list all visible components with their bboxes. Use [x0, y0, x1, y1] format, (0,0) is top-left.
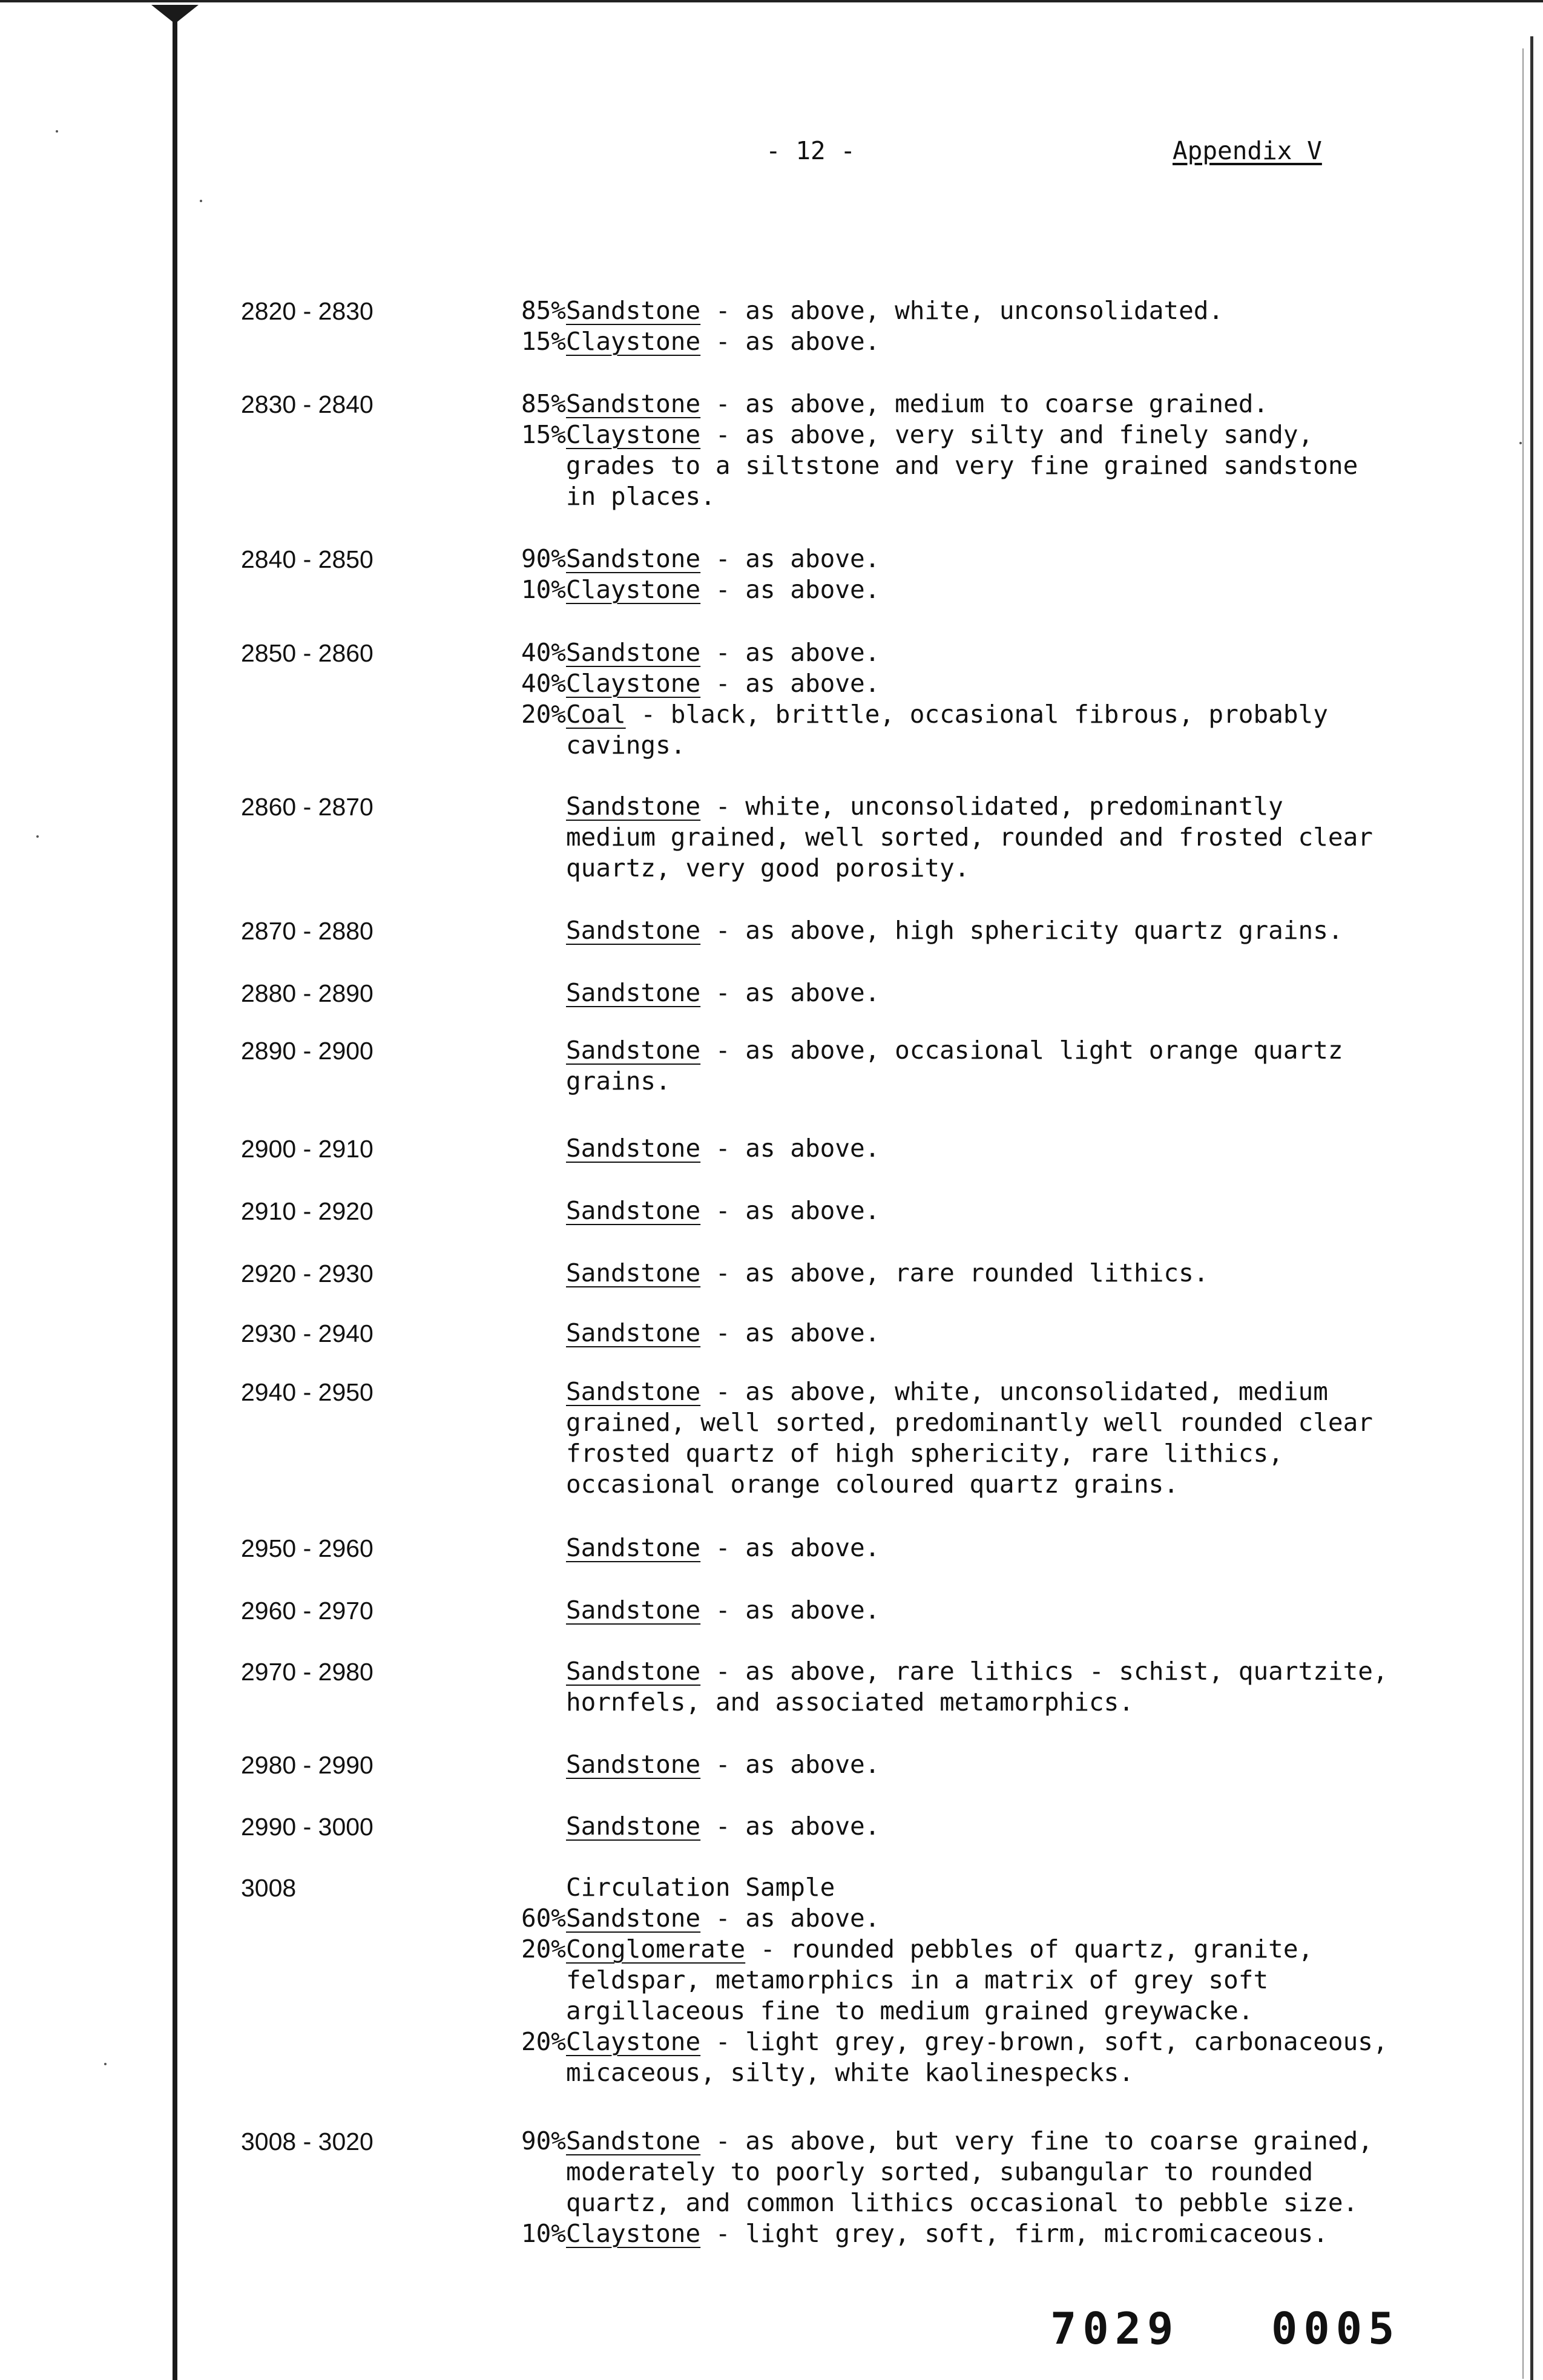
depth-interval: 2920 - 2930 [241, 1260, 373, 1287]
log-entry [0, 1195, 1543, 1226]
rock-description: - as above. [700, 1533, 880, 1562]
scan-speck [200, 200, 202, 202]
log-entry [0, 791, 1543, 884]
percentage: 20% [521, 2027, 566, 2056]
top-edge-rule [0, 0, 1543, 2]
description-line [0, 1533, 1543, 1563]
depth-interval: 2850 - 2860 [241, 639, 373, 667]
percentage: 10% [521, 2219, 566, 2248]
log-entry [0, 1376, 1543, 1500]
log-entry [0, 1035, 1543, 1097]
log-entry [0, 637, 1543, 761]
description-line [0, 1066, 1543, 1097]
rock-description: frosted quartz of high sphericity, rare lithics, [566, 1439, 1283, 1468]
rock-type: Sandstone [566, 296, 701, 325]
log-entry [0, 544, 1543, 605]
description-line [0, 2188, 1543, 2218]
rock-description: - light grey, soft, firm, micromicaceous. [700, 2219, 1328, 2248]
log-entry [0, 1533, 1543, 1563]
rock-type: Claystone [566, 2027, 701, 2056]
depth-interval: 2970 - 2980 [241, 1658, 373, 1686]
description-line [0, 1965, 1543, 1996]
percentage: 20% [521, 700, 566, 729]
description-line [0, 1595, 1543, 1626]
rock-description: - black, brittle, occasional fibrous, probably [625, 700, 1328, 729]
rock-description: moderately to poorly sorted, subangular to rounded [566, 2157, 1314, 2186]
percentage: 40% [521, 669, 566, 698]
rock-description: micaceous, silty, white kaolinespecks. [566, 2058, 1134, 2087]
rock-description: grained, well sorted, predominantly well rounded clear [566, 1408, 1373, 1437]
description-line [0, 1195, 1543, 1226]
description-line [0, 1133, 1543, 1164]
appendix-label: Appendix V [1173, 136, 1322, 165]
percentage: 20% [521, 1935, 566, 1964]
scan-speck [104, 2063, 107, 2065]
description-line [0, 419, 1543, 450]
log-entry [0, 1872, 1543, 2088]
rock-description: - as above. [700, 1812, 880, 1841]
rock-type: Sandstone [566, 916, 701, 945]
rock-description: - as above, rare lithics - schist, quartzite, [700, 1657, 1388, 1686]
rock-type: Sandstone [566, 1812, 701, 1841]
depth-interval: 2830 - 2840 [241, 390, 373, 418]
depth-interval: 2980 - 2990 [241, 1751, 373, 1779]
rock-type: Sandstone [566, 2126, 701, 2155]
description-line [0, 2218, 1543, 2249]
description-line [0, 1934, 1543, 1965]
description-line [0, 1872, 1543, 1903]
description-line [0, 2027, 1543, 2057]
rock-description: - as above. [700, 1596, 880, 1625]
rock-description: hornfels, and associated metamorphics. [566, 1688, 1134, 1717]
rock-description: - as above. [700, 1750, 880, 1779]
rock-description: - as above. [700, 544, 880, 573]
description-line [0, 915, 1543, 946]
description-line [0, 1407, 1543, 1438]
depth-interval: 3008 [241, 1874, 297, 1902]
description-line [0, 978, 1543, 1008]
log-entry [0, 1595, 1543, 1626]
rock-description: quartz, very good porosity. [566, 853, 970, 883]
percentage: 15% [521, 327, 566, 356]
description-line [0, 1035, 1543, 1066]
rock-type: Sandstone [566, 792, 701, 821]
rock-description: - as above. [700, 978, 880, 1007]
log-entry [0, 389, 1543, 512]
log-entry [0, 1318, 1543, 1349]
rock-description: - as above, but very fine to coarse grained, [700, 2126, 1373, 2155]
rock-type: Claystone [566, 2219, 701, 2248]
description-line [0, 544, 1543, 574]
description-line [0, 1469, 1543, 1500]
rock-description: medium grained, well sorted, rounded and frosted clear [566, 823, 1373, 852]
rock-description: grades to a siltstone and very fine grained sandstone [566, 451, 1358, 480]
rock-type: Sandstone [566, 1657, 701, 1686]
percentage: 10% [521, 575, 566, 604]
log-entry [0, 295, 1543, 357]
description-line [0, 1438, 1543, 1469]
rock-type: Sandstone [566, 1750, 701, 1779]
rock-description: feldspar, metamorphics in a matrix of grey soft [566, 1965, 1269, 1994]
description-line [0, 2157, 1543, 2188]
description-line [0, 450, 1543, 481]
description-line [0, 1811, 1543, 1842]
percentage: 60% [521, 1904, 566, 1933]
rock-type: Sandstone [566, 1904, 701, 1933]
depth-interval: 2930 - 2940 [241, 1320, 373, 1347]
description-line [0, 853, 1543, 884]
description-line [0, 389, 1543, 419]
description-line [0, 2126, 1543, 2157]
rock-description: in places. [566, 482, 716, 511]
description-line [0, 1749, 1543, 1780]
rock-description: - as above. [700, 1318, 880, 1347]
percentage: 15% [521, 420, 566, 449]
log-entry [0, 1749, 1543, 1780]
log-entry [0, 978, 1543, 1008]
rock-type: Sandstone [566, 638, 701, 667]
description-line [0, 1318, 1543, 1349]
depth-interval: 2880 - 2890 [241, 979, 373, 1007]
rock-description: - as above. [700, 669, 880, 698]
rock-description: - as above. [700, 1134, 880, 1163]
rock-description: - as above, medium to coarse grained. [700, 389, 1269, 418]
description-line [0, 637, 1543, 668]
description-line [0, 1376, 1543, 1407]
rock-type: Sandstone [566, 1196, 701, 1225]
depth-interval: 2910 - 2920 [241, 1197, 373, 1225]
rock-description: - as above. [700, 638, 880, 667]
scan-speck [56, 130, 58, 133]
log-entry [0, 1656, 1543, 1718]
depth-interval: 3008 - 3020 [241, 2128, 373, 2155]
description-line [0, 295, 1543, 326]
depth-interval: 2890 - 2900 [241, 1037, 373, 1065]
rock-description: - light grey, grey-brown, soft, carbonaceous, [700, 2027, 1388, 2056]
depth-interval: 2820 - 2830 [241, 297, 373, 325]
rock-description: - as above. [700, 327, 880, 356]
rock-description: cavings. [566, 731, 686, 760]
percentage: 90% [521, 544, 566, 573]
rock-description: - as above, white, unconsolidated, medium [700, 1377, 1328, 1406]
description-line [0, 699, 1543, 730]
log-entry [0, 1811, 1543, 1842]
rock-description: - as above, high sphericity quartz grains. [700, 916, 1343, 945]
depth-interval: 2840 - 2850 [241, 545, 373, 573]
percentage: 85% [521, 296, 566, 325]
rock-description: - as above, white, unconsolidated. [700, 296, 1224, 325]
log-entry [0, 1133, 1543, 1164]
document-code-b: 0005 [1271, 2303, 1401, 2354]
description-line [0, 1903, 1543, 1934]
percentage: 40% [521, 638, 566, 667]
rock-type: Coal [566, 700, 626, 729]
rock-type: Sandstone [566, 389, 701, 418]
document-code-a: 7029 [1050, 2303, 1180, 2354]
rock-type: Claystone [566, 575, 701, 604]
percentage: 90% [521, 2126, 566, 2155]
depth-interval: 2960 - 2970 [241, 1597, 373, 1625]
rock-type: Claystone [566, 327, 701, 356]
description-line [0, 1258, 1543, 1289]
description-line [0, 730, 1543, 761]
description-line [0, 1687, 1543, 1718]
rock-description: grains. [566, 1067, 671, 1096]
rock-description: - as above. [700, 1196, 880, 1225]
rock-type: Conglomerate [566, 1935, 746, 1964]
rock-description: - as above. [700, 575, 880, 604]
rock-type: Sandstone [566, 1036, 701, 1065]
depth-interval: 2860 - 2870 [241, 793, 373, 821]
rock-type: Claystone [566, 669, 701, 698]
log-entry [0, 2126, 1543, 2249]
description-line [0, 574, 1543, 605]
rock-description: - as above, rare rounded lithics. [700, 1258, 1209, 1287]
page-number: - 12 - [766, 136, 856, 165]
description-line [0, 822, 1543, 853]
rock-type: Sandstone [566, 1596, 701, 1625]
rock-type: Sandstone [566, 1258, 701, 1287]
depth-interval: 2990 - 3000 [241, 1813, 373, 1841]
rock-description: quartz, and common lithics occasional to pebble size. [566, 2188, 1358, 2217]
depth-interval: 2900 - 2910 [241, 1135, 373, 1163]
rock-type: Sandstone [566, 1377, 701, 1406]
description-line [0, 1996, 1543, 2027]
description-line [0, 791, 1543, 822]
depth-interval: 2870 - 2880 [241, 917, 373, 945]
description-line [0, 326, 1543, 357]
rock-type: Claystone [566, 420, 701, 449]
rock-description: argillaceous fine to medium grained greywacke. [566, 1996, 1254, 2025]
description-line [0, 1656, 1543, 1687]
rock-description: - as above, very silty and finely sandy, [700, 420, 1314, 449]
rock-type: Sandstone [566, 1533, 701, 1562]
rock-description: Circulation Sample [566, 1873, 835, 1902]
rock-description: - rounded pebbles of quartz, granite, [745, 1935, 1314, 1964]
log-entry [0, 1258, 1543, 1289]
depth-interval: 2940 - 2950 [241, 1378, 373, 1406]
scan-speck [1519, 442, 1522, 444]
log-entry [0, 915, 1543, 946]
percentage: 85% [521, 389, 566, 418]
rock-description: - as above. [700, 1904, 880, 1933]
description-line [0, 481, 1543, 512]
description-line [0, 2057, 1543, 2088]
rock-description: - white, unconsolidated, predominantly [700, 792, 1283, 821]
depth-interval: 2950 - 2960 [241, 1534, 373, 1562]
description-line [0, 668, 1543, 699]
scan-speck [36, 835, 39, 838]
rock-description: - as above, occasional light orange quartz [700, 1036, 1343, 1065]
rock-type: Sandstone [566, 978, 701, 1007]
rock-type: Sandstone [566, 1318, 701, 1347]
rock-type: Sandstone [566, 1134, 701, 1163]
rock-type: Sandstone [566, 544, 701, 573]
rock-description: occasional orange coloured quartz grains. [566, 1470, 1179, 1499]
